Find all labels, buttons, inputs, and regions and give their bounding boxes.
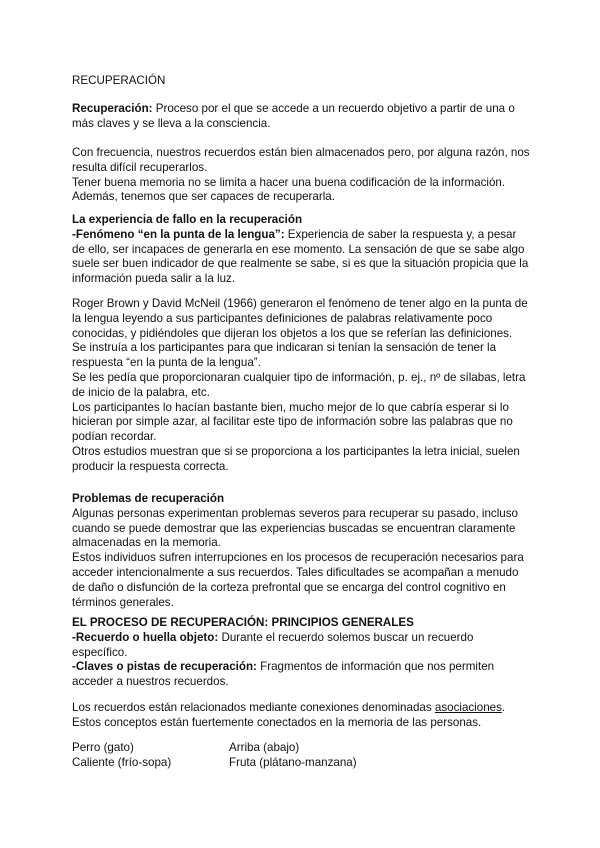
list-item: -Recuerdo o huella objeto: Durante el recuerdo solemos buscar un recuerdo específico. — [72, 630, 474, 659]
section-heading: La experiencia de fallo en la recuperación — [72, 213, 303, 226]
body-paragraph: Estos individuos sufren interrupciones en los procesos de recuperación necesarios para acceder intencionalmente a sus recuerdos. Tales dificultades se acompañan a menudo de daño o disfunción de la corteza prefrontal que se encarga del control cognitivo en términos generales. — [72, 551, 524, 609]
body-paragraph: Algunas personas experimentan problemas severos para recuperar su pasado, incluso cuando se puede demostrar que las experiencias buscadas se encuentran claramente almacenadas en la memoria. — [72, 506, 518, 550]
definition-paragraph — [72, 228, 532, 287]
pair-right: Fruta (plátano-manzana) — [229, 755, 357, 769]
section-problemas — [72, 492, 532, 610]
body-paragraph: Roger Brown y David McNeil (1966) generaron el fenómeno de tener algo en la punta de la lengua leyendo a sus participantes definiciones de palabras relativamente poco conocidas, y pidiéndoles que dijeran los objetos a los que se referían las definiciones. — [72, 297, 528, 340]
associations-term: asociaciones — [434, 701, 502, 714]
association-pairs — [72, 741, 472, 771]
body-paragraph: Se instruía a los participantes para que indicaran si tenían la sensación de tener la respuesta “en la punta de la lengua”. — [72, 341, 497, 370]
definition-text: Experiencia de saber la respuesta y, a pesar de ello, ser incapaces de generarla en ese momento. La sensación de que se sabe algo suele ser buen indicador de que realmente se sabe, si es que la situación propicia que la información pueda salir a la luz. — [72, 227, 529, 286]
body-paragraph: Otros estudios muestran que si se proporciona a los participantes la letra inicial, suelen producir la respuesta correcta. — [72, 444, 520, 473]
body-paragraph: Se les pedía que proporcionaran cualquier tipo de información, p. ej., nº de sílabas, letra de inicio de la palabra, etc. — [72, 370, 526, 399]
pair-right: Arriba (abajo) — [229, 741, 300, 754]
section-fallo — [72, 213, 532, 287]
definition-term: Recuperación: — [72, 102, 153, 115]
section-heading: EL PROCESO DE RECUPERACIÓN: PRINCIPIOS GENERALES — [72, 616, 414, 629]
pair-row — [72, 741, 472, 756]
intro-paragraph: Con frecuencia, nuestros recuerdos están bien almacenados pero, por alguna razón, nos resulta difícil recuperarlos. — [72, 146, 530, 174]
pair-row — [72, 756, 472, 771]
intro-block — [72, 146, 532, 205]
definition-paragraph — [72, 102, 532, 132]
body-paragraph: Los participantes lo hacían bastante bien, mucho mejor de lo que cabría esperar si lo hicieran por simple azar, al facilitar este tipo de información sobre las palabras que no podían recordar. — [72, 400, 513, 444]
section-heading: Problemas de recuperación — [72, 492, 225, 505]
list-item: -Claves o pistas de recuperación: Fragmentos de información que nos permiten acceder a nuestros recuerdos. — [72, 660, 495, 689]
study-block — [72, 297, 532, 475]
section-proceso — [72, 616, 532, 690]
pair-left: Perro (gato) — [72, 741, 134, 754]
definition-term: -Fenómeno “en la punta de la lengua”: — [72, 227, 285, 241]
page-title: RECUPERACIÓN — [72, 74, 166, 87]
intro-paragraph: Tener buena memoria no se limita a hacer una buena codificación de la información. Además, tenemos que ser capaces de recuperarla. — [72, 175, 506, 204]
pair-left: Caliente (frío-sopa) — [72, 755, 172, 769]
associations-paragraph: Los recuerdos están relacionados mediante conexiones denominadas asociaciones. Estos conceptos están fuertemente conectados en la memoria de las personas. — [72, 701, 506, 729]
definition-text: Proceso por el que se accede a un recuerdo objetivo a partir de una o más claves y se lleva a la consciencia. — [72, 102, 515, 130]
